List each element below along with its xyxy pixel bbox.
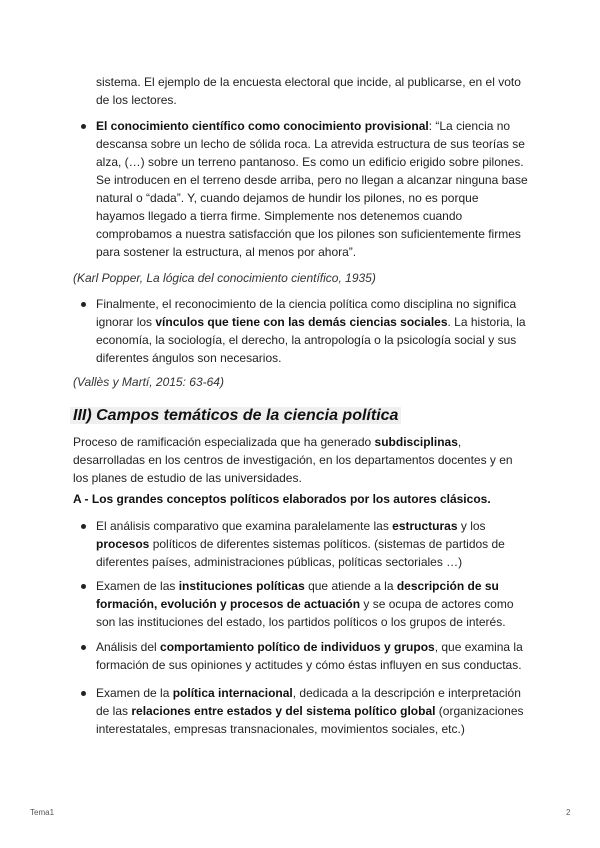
continuation-text: sistema. El ejemplo de la encuesta electoral que incide, al publicarse, en el voto de los lectores. [96,75,521,107]
bullet-icon [81,302,86,307]
list-item [96,517,528,571]
bullet-icon [81,524,86,529]
bullet-icon [81,645,86,650]
continuation-paragraph [96,73,528,109]
list-item-bold: vínculos que tiene con las demás ciencias sociales [155,315,448,329]
bullet-icon [81,124,86,129]
citation-popper: (Karl Popper, La lógica del conocimiento científico, 1935) [73,271,376,285]
list-item-text: Examen de las instituciones políticas que atiende a la descripción de su formación, evolución y procesos de actuación y se ocupa de actores como son las instituciones del estado, los partidos políticos o los grupos de interés. [96,579,514,629]
list-item [96,684,528,738]
intro-bold: subdisciplinas [374,435,458,449]
sub-heading: A - Los grandes conceptos políticos elaborados por los autores clásicos. [73,492,491,506]
list-item [96,577,528,631]
list-item-text [96,117,528,261]
list-item-social-sciences [96,295,528,367]
list-item-text: Examen de la política internacional, dedicada a la descripción e interpretación de las relaciones entre estados y del sistema político global (organizaciones interestatales, empresas transnacionales, movimientos sociales, etc.) [96,686,524,736]
page-number: 2 [566,808,571,817]
section-intro: Proceso de ramificación especializada que ha generado subdisciplinas, desarrolladas en los centros de investigación, en los departamentos docentes y en los planes de estudio de las universidades. [73,435,513,485]
list-item-text: El análisis comparativo que examina paralelamente las estructuras y los procesos políticos de diferentes sistemas políticos. (sistemas de partidos de diferentes países, administraciones públicas, políticas sectoriales …) [96,519,505,569]
bullet-icon [81,584,86,589]
list-item-bold: El conocimiento científico como conocimiento provisional [96,119,429,133]
section-heading-wrapper [73,406,533,426]
citation-valles: (Vallès y Martí, 2015: 63-64) [73,375,224,389]
list-item-text: Finalmente, el reconocimiento de la ciencia política como disciplina no significa ignorar los vínculos que tiene con las demás ciencias sociales. La historia, la economía, la sociología, el derecho, la antropología o la psicología social y sus diferentes ángulos son necesarios. [96,297,526,365]
bullet-icon [81,691,86,696]
footer-left: Tema1 [30,808,55,817]
list-item [96,638,528,674]
section-heading: III) Campos temáticos de la ciencia política [70,407,401,424]
list-item-text: Análisis del comportamiento político de individuos y grupos, que examina la formación de sus opiniones y actitudes y cómo éstas influyen en sus conductas. [96,640,523,672]
list-item-body: : “La ciencia no descansa sobre un lecho de sólida roca. La atrevida estructura de sus teorías se alza, (…) sobre un terreno pantanoso. Es como un edificio erigido sobre pilones. Se introducen en el terreno desde arriba, pero no llegan a alcanzar ninguna base natural o “dada”. Y, cuando dejamos de hundir los pilones, no es porque hayamos llegado a tierra firme. Simplemente nos detenemos cuando comprobamos a nuestra satisfacción que los pilones son suficientemente firmes para sostener la estructura, al menos por ahora”. [96,119,528,259]
list-item-provisional-knowledge [96,117,528,261]
